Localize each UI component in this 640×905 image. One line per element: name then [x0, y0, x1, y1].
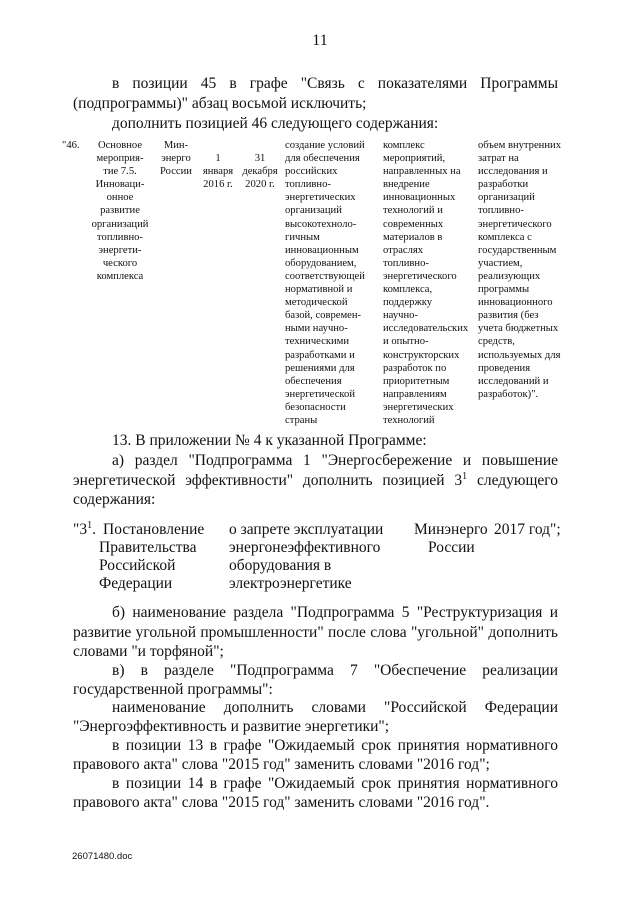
row-46-result: создание условий для обеспечения российских топливно- энергетических организаций высокотехноло- гичным инновационным оборудованием, соответствующей нормативной и методической базой, современ- ными научно- техническими разработками и решениями для обеспечения энергетической безопасности страны — [285, 140, 365, 426]
item-b-line-2: развитие угольной промышленности" после слова "угольной" дополнить — [73, 624, 558, 641]
row-3-1-year: 2017 год"; — [494, 521, 561, 538]
row-46-name: Основное мероприя- тие 7.5. Инноваци- онное развитие организаций топливно- энергети- ческого комплекса — [91, 140, 149, 282]
item-v2-line-2: правового акта" слова "2015 год" заменить словами "2016 год"; — [73, 756, 490, 773]
item-a-line-2 — [73, 471, 558, 491]
section-13-heading: 13. В приложении № 4 к указанной Программе: — [112, 432, 427, 449]
intro-line-1: в позиции 45 в графе "Связь с показателями Программы — [112, 75, 558, 92]
footer-doc-name: 26071480.doc — [72, 851, 133, 862]
row-46-number: "46. — [62, 140, 80, 151]
item-a-line-2-tail: следующего — [467, 472, 558, 489]
row-3-1-name-line-3: Российской — [99, 557, 176, 574]
row-46-end-day: 31 — [254, 153, 266, 165]
item-a-superscript: 1 — [462, 470, 468, 482]
item-v-line-2: государственной программы": — [73, 681, 273, 698]
item-b-line-1: б) наименование раздела "Подпрограмма 5 "Реструктуризация и — [112, 604, 558, 621]
item-a-line-2-text: энергетической эффективности" дополнить позицией 3 — [73, 472, 463, 489]
intro-line-2: (подпрограммы)" абзац восьмой исключить; — [73, 95, 367, 112]
item-a-line-3: содержания: — [73, 491, 156, 508]
item-b-line-3: словами "и торфяной"; — [73, 643, 224, 660]
row-3-1-responsible-line-1: Минэнерго — [414, 521, 488, 538]
item-v-line-1: в) в разделе "Подпрограмма 7 "Обеспечение реализации — [112, 662, 558, 679]
row-46-executor: Мин- энерго России — [160, 140, 192, 178]
page-number: 11 — [312, 32, 328, 49]
row-3-1-number-text: "3 — [73, 521, 88, 538]
row-46-end-rest: декабря 2020 г. — [242, 166, 278, 191]
row-46-start-rest: января 2016 г. — [202, 166, 234, 191]
row-3-1-subject-line-4: электроэнергетике — [229, 575, 352, 592]
row-3-1-name-line-1: Постановление — [103, 521, 205, 538]
row-46-start-day: 1 — [215, 153, 221, 165]
row-3-1-number-dot: . — [92, 521, 96, 538]
row-46-content: комплекс мероприятий, направленных на внедрение инновационных технологий и современных материалов в отраслях топливно- энергетического комплекса, поддержку научно- исследовательских и опытно- конструкторских разработок по приоритетным направлениям энергетических технологий — [383, 140, 469, 426]
row-3-1-subject-line-2: энергонеэффективного — [229, 539, 381, 556]
item-v3-line-1: в позиции 14 в графе "Ожидаемый срок принятия нормативного — [112, 775, 558, 792]
intro-line-3: дополнить позицией 46 следующего содержания: — [112, 115, 439, 132]
row-3-1-name-line-4: Федерации — [99, 575, 173, 592]
row-3-1-subject-line-3: оборудования в — [229, 557, 332, 574]
item-v2-line-1: в позиции 13 в графе "Ожидаемый срок принятия нормативного — [112, 737, 558, 754]
row-3-1-number — [73, 520, 96, 540]
row-3-1-responsible-line-2: России — [428, 539, 475, 556]
row-46-end — [239, 139, 281, 204]
row-46-start — [201, 139, 235, 204]
item-a-line-1: а) раздел "Подпрограмма 1 "Энергосбережение и повышение — [112, 452, 558, 469]
row-3-1-number-sup: 1 — [87, 519, 93, 531]
item-v3-line-2: правового акта" слова "2015 год" заменить словами "2016 год". — [73, 794, 490, 811]
row-3-1-subject-line-1: о запрете эксплуатации — [229, 521, 384, 538]
row-46-indicator: объем внутренних затрат на исследования и разработки организаций топливно- энергетического комплекса с государственным участием, реализующих программы инновационного развития (без учета бюджетных средств, используемых для проведения исследований и разработок)". — [478, 140, 561, 400]
item-v1-line-2: "Энергоэффективность и развитие энергетики"; — [73, 718, 390, 735]
item-v1-line-1: наименование дополнить словами "Российской Федерации — [112, 699, 558, 716]
row-3-1-name-line-2: Правительства — [99, 539, 197, 556]
